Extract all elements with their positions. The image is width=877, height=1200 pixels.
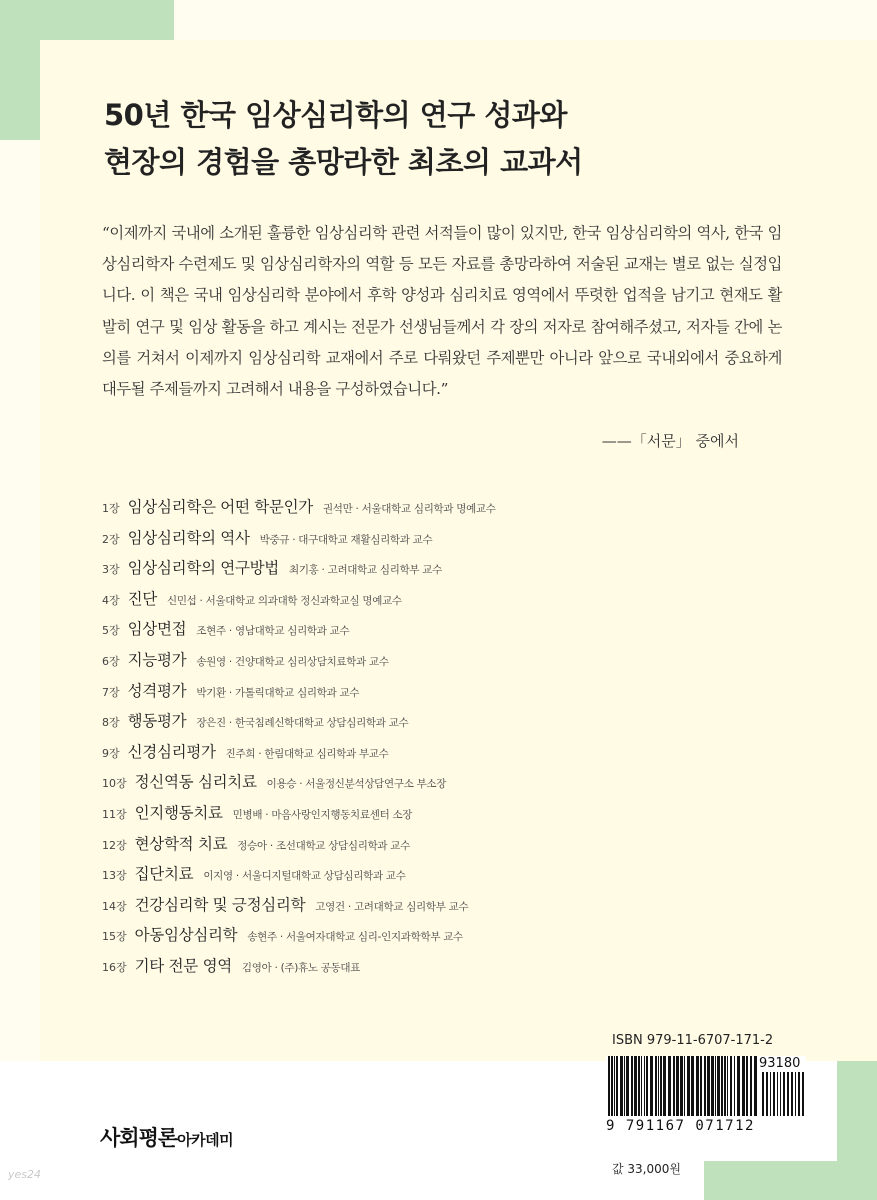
toc-row: [102, 526, 802, 557]
toc-row: [102, 617, 802, 648]
toc-row: [102, 679, 802, 710]
barcode-bar: [644, 1056, 645, 1116]
chapter-author: 이지영 · 서울디지털대학교 상담심리학과 교수: [203, 870, 406, 883]
barcode-addon-bar: [773, 1072, 775, 1116]
chapter-title: 집단치료: [134, 865, 194, 884]
publisher-imprint: 아카데미: [177, 1131, 234, 1149]
barcode-bar: [631, 1056, 633, 1116]
barcode-bar: [711, 1056, 714, 1116]
barcode-bar: [663, 1056, 666, 1116]
toc-row: [102, 709, 802, 740]
quote-source: ——「서문」 중에서: [601, 432, 739, 450]
chapter-number: 10장: [102, 777, 127, 791]
barcode-addon-bar: [791, 1072, 793, 1116]
barcode-bar: [754, 1056, 757, 1116]
barcode-addon-bar: [770, 1072, 771, 1116]
chapter-number: 3장: [102, 563, 120, 577]
chapter-author: 박기환 · 가톨릭대학교 심리학과 교수: [196, 686, 360, 699]
chapter-title: 임상심리학의 역사: [127, 528, 250, 547]
barcode-bar: [707, 1056, 710, 1116]
barcode-bar: [724, 1056, 726, 1116]
barcode-bar: [721, 1056, 723, 1116]
barcode-addon-bar: [798, 1072, 800, 1116]
barcode-addon-bar: [777, 1072, 778, 1116]
barcode-bar: [660, 1056, 662, 1116]
barcode-addon-bar: [783, 1072, 785, 1116]
barcode-bar: [691, 1056, 694, 1116]
barcode-bar: [750, 1056, 752, 1116]
green-corner-block-top-right: [40, 0, 174, 40]
chapter-author: 민병배 · 마음사랑인지행동치료센터 소장: [232, 808, 413, 821]
toc-row: [102, 954, 802, 985]
isbn-label: ISBN 979-11-6707-171-2: [612, 1033, 774, 1048]
barcode-bar: [715, 1056, 716, 1116]
barcode-addon-bar: [780, 1072, 781, 1116]
chapter-title: 성격평가: [127, 681, 187, 700]
toc-row: [102, 832, 802, 863]
barcode-bar: [626, 1056, 629, 1116]
toc-row: [102, 923, 802, 954]
barcode-addon-bar: [762, 1072, 764, 1116]
chapter-number: 13장: [102, 869, 127, 883]
chapter-number: 14장: [102, 899, 127, 913]
chapter-author: 송현주 · 서울여자대학교 심리-인지과학학부 교수: [247, 931, 463, 944]
chapter-number: 7장: [102, 685, 120, 699]
barcode-bar: [680, 1056, 683, 1116]
chapter-title: 임상심리학의 연구방법: [127, 559, 279, 578]
chapter-title: 인지행동치료: [134, 803, 223, 822]
chapter-number: 16장: [102, 960, 127, 974]
toc-row: [102, 587, 802, 618]
table-of-contents: [102, 495, 802, 985]
barcode-bar: [734, 1056, 735, 1116]
barcode-bar: [704, 1056, 706, 1116]
chapter-title: 아동임상심리학: [134, 926, 238, 945]
barcode-bar: [611, 1056, 613, 1116]
chapter-number: 5장: [102, 624, 120, 638]
barcode-addon-bar: [787, 1072, 789, 1116]
barcode-bar: [641, 1056, 642, 1116]
chapter-number: 11장: [102, 807, 127, 821]
chapter-author: 고영건 · 고려대학교 심리학부 교수: [315, 900, 469, 913]
barcode-bar: [668, 1056, 671, 1116]
barcode-addon-bar: [766, 1072, 768, 1116]
barcode-bar: [746, 1056, 748, 1116]
chapter-title: 지능평가: [127, 650, 187, 669]
headline-line-2: 현장의 경험을 총망라한 최초의 교과서: [104, 145, 583, 179]
chapter-title: 신경심리평가: [127, 742, 216, 761]
barcode-bar: [624, 1056, 625, 1116]
chapter-title: 정신역동 심리치료: [134, 773, 257, 792]
chapter-number: 6장: [102, 654, 120, 668]
toc-row: [102, 893, 802, 924]
chapter-number: 15장: [102, 930, 127, 944]
toc-row: [102, 770, 802, 801]
chapter-number: 9장: [102, 746, 120, 760]
barcode-bar: [673, 1056, 675, 1116]
barcode-bar: [727, 1056, 728, 1116]
barcode-bar: [676, 1056, 679, 1116]
barcode-bar: [634, 1056, 637, 1116]
barcode-bar: [620, 1056, 623, 1116]
barcode-bar: [646, 1056, 648, 1116]
toc-row: [102, 495, 802, 526]
barcode-bar: [684, 1056, 685, 1116]
chapter-title: 임상면접: [127, 620, 187, 639]
chapter-number: 2장: [102, 532, 120, 546]
toc-row: [102, 862, 802, 893]
chapter-author: 이용승 · 서울정신분석상담연구소 부소장: [266, 778, 447, 791]
barcode-bar: [737, 1056, 740, 1116]
barcode-bar: [614, 1056, 615, 1116]
intro-quote: “이제까지 국내에 소개된 훌륭한 임상심리학 관련 서적들이 많이 있지만, 한국 임상심리학의 역사, 한국 임상심리학자 수련제도 및 임상심리학자의 역할 등 모든 자료를 총망라하여 저술된 교재는 별로 없는 실정입니다. 이 책은 국내 임상심리학 분야에서 후학 양성과 심리치료 영역에서 뚜렷한 업적을 남기고 현재도 활발히 연구 및 임상 활동을 하고 계시는 전문가 선생님들께서 각 장의 저자로 참여해주셨고, 저자들 간에 논의를 거쳐서 이제까지 임상심리학 교재에서 주로 다뤄왔던 주제뿐만 아니라 앞으로 국내외에서 중요하게 대두될 주제들까지 고려해서 내용을 구성하였습니다.”: [102, 224, 782, 399]
barcode-bar: [650, 1056, 653, 1116]
chapter-number: 1장: [102, 502, 120, 515]
toc-row: [102, 556, 802, 587]
headline-line-1: 50년 한국 임상심리학의 연구 성과와: [104, 98, 567, 132]
chapter-author: 박중규 · 대구대학교 재활심리학과 교수: [259, 533, 433, 546]
publisher-logo: [100, 1122, 233, 1152]
chapter-author: 송원영 · 건양대학교 심리상담치료학과 교수: [196, 655, 389, 668]
chapter-title: 기타 전문 영역: [134, 956, 232, 975]
barcode-bar: [696, 1056, 699, 1116]
barcode-bar: [658, 1056, 659, 1116]
headline: [104, 92, 724, 186]
chapter-title: 건강심리학 및 긍정심리학: [134, 895, 306, 914]
barcode-addon-number: 93180: [759, 1056, 801, 1071]
toc-row: [102, 801, 802, 832]
chapter-author: 정승아 · 조선대학교 상담심리학과 교수: [237, 839, 410, 852]
barcode-bar: [616, 1056, 618, 1116]
chapter-author: 조현주 · 영남대학교 심리학과 교수: [196, 625, 350, 638]
chapter-number: 8장: [102, 716, 120, 730]
barcode-bar: [742, 1056, 745, 1116]
chapter-number: 12장: [102, 838, 127, 852]
green-corner-block-top: [0, 0, 40, 140]
barcode-bar: [655, 1056, 657, 1116]
barcode-addon-bar: [795, 1072, 796, 1116]
watermark: yes24: [8, 1168, 42, 1181]
chapter-title: 행동평가: [127, 712, 187, 731]
chapter-number: 4장: [102, 593, 120, 607]
barcode-bar: [730, 1056, 732, 1116]
toc-row: [102, 648, 802, 679]
green-corner-block-bottom-left: [704, 1161, 837, 1200]
chapter-author: 장은진 · 한국침례신학대학교 상담심리학과 교수: [196, 717, 409, 730]
price: 값 33,000원: [612, 1162, 681, 1176]
barcode-bar: [717, 1056, 720, 1116]
barcode-bar: [700, 1056, 702, 1116]
green-corner-block-bottom: [837, 1061, 877, 1200]
toc-row: [102, 740, 802, 771]
publisher-name: 사회평론: [100, 1126, 178, 1150]
barcode-bar: [687, 1056, 690, 1116]
chapter-title: 임상심리학은 어떤 학문인가: [127, 498, 313, 516]
chapter-title: 진단: [127, 589, 157, 608]
chapter-author: 권석만 · 서울대학교 심리학과 명예교수: [322, 503, 496, 515]
chapter-author: 김영아 · (주)휴노 공동대표: [241, 961, 361, 974]
barcode-digits: 9 791167 071712: [606, 1118, 755, 1134]
barcode-bar: [608, 1056, 610, 1116]
chapter-author: 최기홍 · 고려대학교 심리학부 교수: [288, 564, 442, 577]
chapter-author: 신민섭 · 서울대학교 의과대학 정신과학교실 명예교수: [166, 594, 402, 607]
chapter-title: 현상학적 치료: [134, 834, 228, 853]
barcode-addon-bar: [802, 1072, 804, 1116]
chapter-author: 진주희 · 한림대학교 심리학과 부교수: [225, 747, 389, 760]
barcode-bar: [638, 1056, 640, 1116]
